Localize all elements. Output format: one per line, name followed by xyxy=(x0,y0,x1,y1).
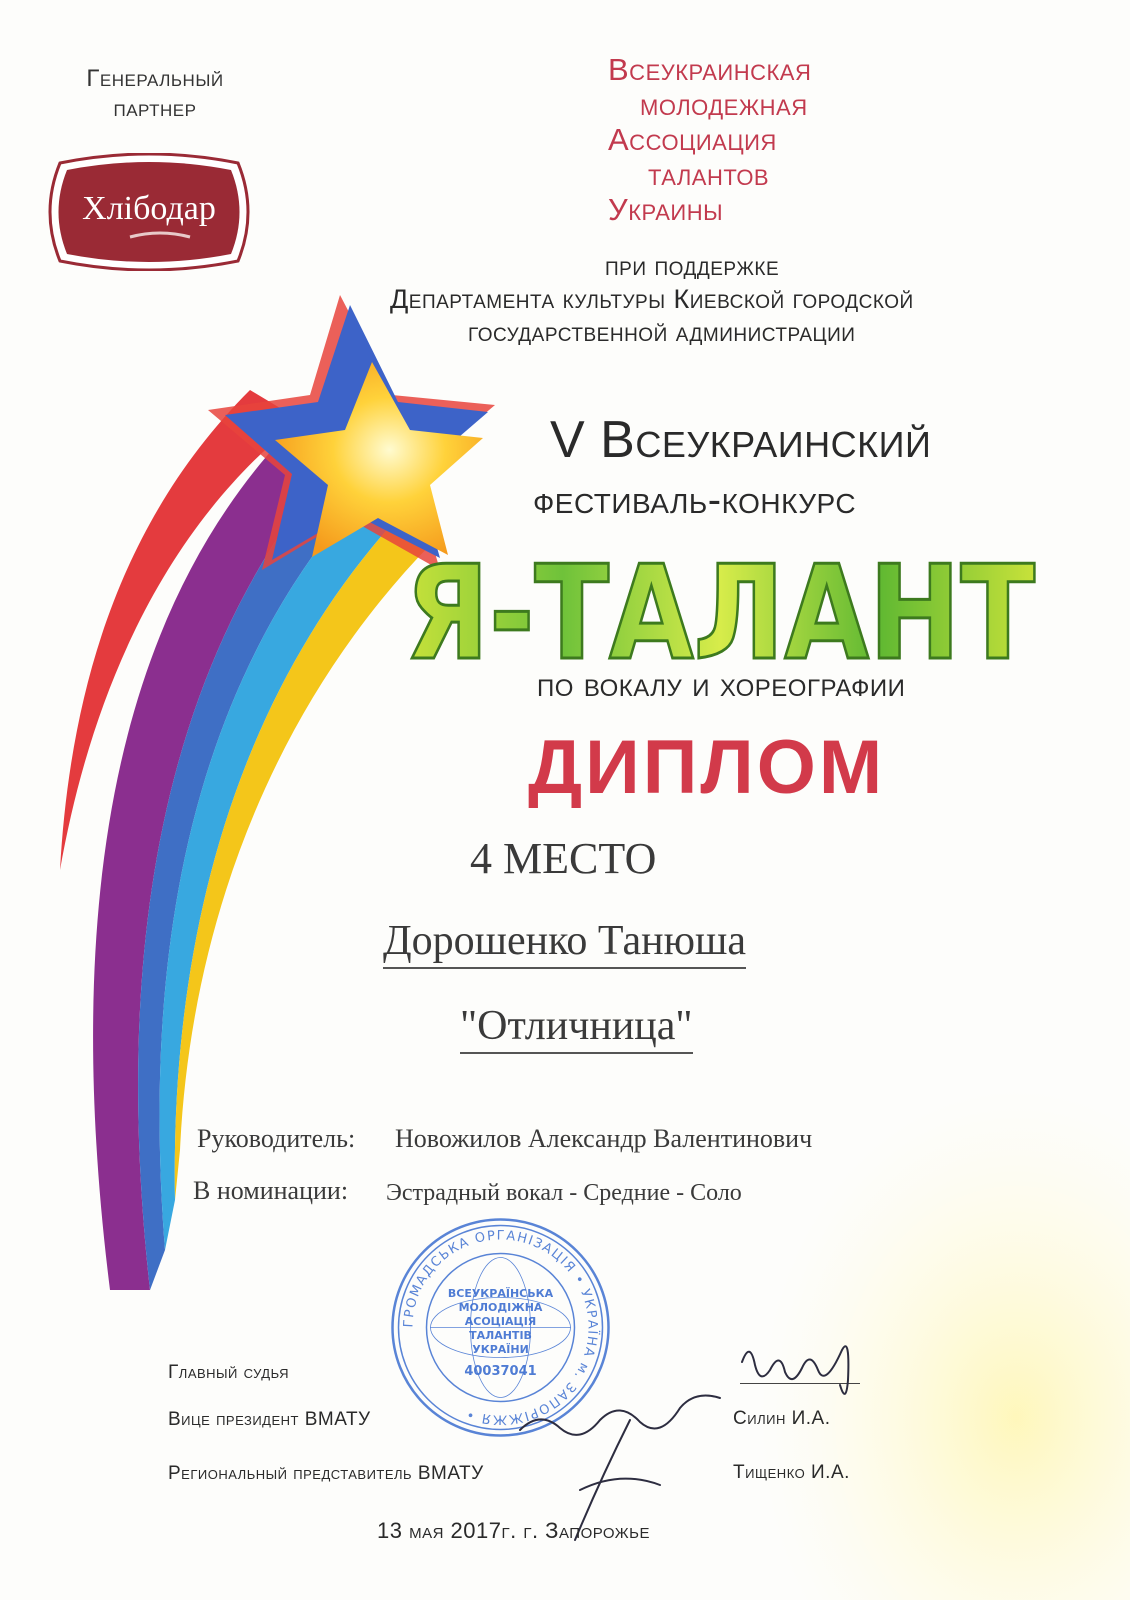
stamp-center-line: ВСЕУКРАЇНСЬКА xyxy=(447,1287,554,1300)
association-line: Всеукраинская xyxy=(608,52,812,87)
support-line: при поддержке xyxy=(605,251,780,281)
partner-caption-line2: партнер xyxy=(113,95,197,122)
signature-name-regional-rep: Тищенко И.А. xyxy=(733,1462,850,1483)
association-line: Украины xyxy=(608,192,724,227)
signature-role-vice-president: Вице президент ВМАТУ xyxy=(168,1409,371,1430)
stamp-code: 40037041 xyxy=(464,1364,537,1379)
leader-label: Руководитель: xyxy=(197,1124,356,1153)
support-line: Департамента культуры Киевской городской xyxy=(390,284,914,314)
diploma-title: ДИПЛОМ xyxy=(528,725,886,810)
stamp-center-line: АСОЦІАЦІЯ xyxy=(464,1315,537,1328)
partner-logo xyxy=(40,153,258,271)
partner-caption-line1: Генеральный xyxy=(86,65,224,92)
partner-logo-text: Хлібодар xyxy=(82,190,216,227)
leader-value: Новожилов Александр Валентинович xyxy=(395,1124,813,1153)
work-title: "Отличница" xyxy=(460,1002,693,1054)
festival-line3: по вокалу и хореографии xyxy=(537,666,906,704)
signature-name-vice-president: Силин И.А. xyxy=(733,1408,831,1429)
stamp-center-line: МОЛОДІЖНА xyxy=(458,1301,543,1314)
nomination-label: В номинации: xyxy=(193,1176,349,1205)
participant-name: Дорошенко Танюша xyxy=(383,917,746,969)
festival-line2: фестиваль-конкурс xyxy=(533,478,857,522)
award-place: 4 МЕСТО xyxy=(470,834,657,883)
partner-caption xyxy=(40,64,270,124)
stamp-center-line: ТАЛАНТІВ xyxy=(469,1329,532,1342)
support-line: государственной администрации xyxy=(468,317,856,347)
signature-role-chief-judge: Главный судья xyxy=(168,1362,289,1383)
association-line: талантов xyxy=(648,157,770,192)
brand-text: Я-ТАЛАНТ xyxy=(405,540,1035,689)
association-line: Ассоциация xyxy=(608,122,777,157)
nomination-value: Эстрадный вокал - Средние - Соло xyxy=(386,1180,742,1206)
stamp-ring-text: ГРОМАДСЬКА ОРГАНІЗАЦІЯ • УКРАЇНА м. ЗАПОРІЖЖЯ • xyxy=(401,1228,600,1427)
date-and-place: 13 мая 2017г. г. Запорожье xyxy=(377,1518,650,1543)
signature-role-regional-rep: Региональный представитель ВМАТУ xyxy=(168,1463,484,1484)
festival-line1: V Всеукраинский xyxy=(550,411,932,469)
association-line: молодежная xyxy=(640,87,808,122)
stamp-center-line: УКРАЇНИ xyxy=(472,1343,529,1356)
